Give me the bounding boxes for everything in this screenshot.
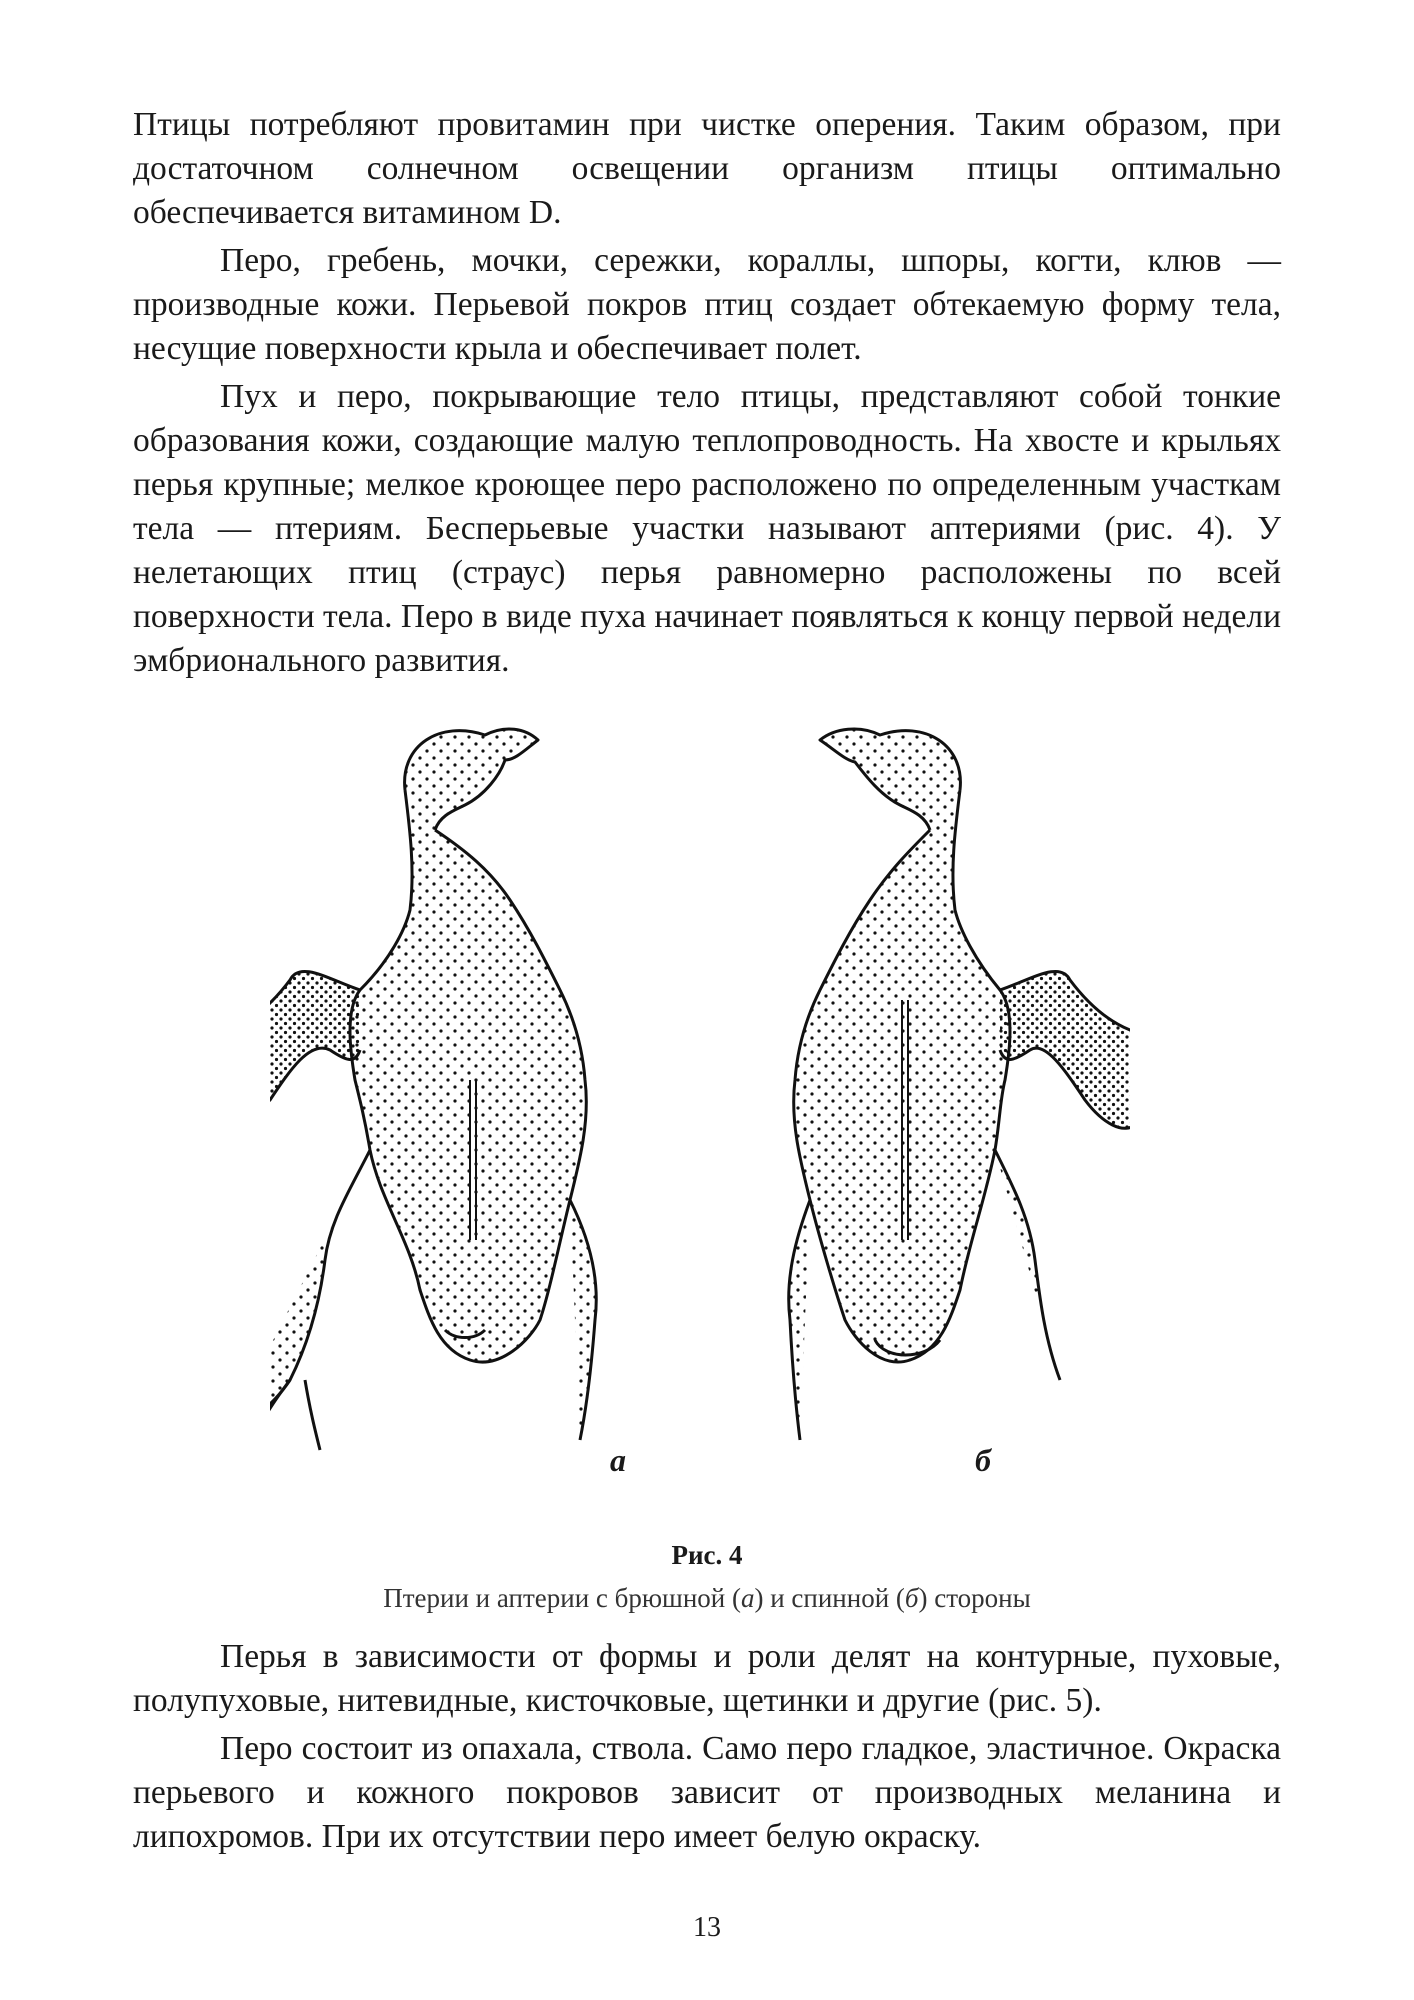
- bird-dorsal-drawing: [789, 729, 1130, 1440]
- figure-caption: [0, 1583, 1414, 1614]
- caption-part-1: Птерии и аптерии с брюшной (: [383, 1583, 741, 1613]
- paragraph-4: Перья в зависимости от формы и роли делят на контурные, пуховые, полупуховые, нитевидные, кисточковые, щетинки и другие (рис. 5).: [133, 1638, 1281, 1719]
- paragraph-5: Перо состоит из опахала, ствола. Само перо гладкое, эластичное. Окраска перьевого и кожного покровов зависит от производных меланина и липохромов. При их отсутствии перо имеет белую окраску.: [133, 1730, 1281, 1855]
- figure-caption-title: Рис. 4: [671, 1540, 743, 1570]
- text-block-bottom: [133, 1635, 1281, 1863]
- caption-letter-b: б: [904, 1583, 919, 1613]
- paragraph-1: Птицы потребляют провитамин при чистке оперения. Таким образом, при достаточном солнечном освещении организм птицы оптимально обеспечивается витамином D.: [133, 106, 1281, 231]
- figure-label-b: б: [975, 1442, 991, 1478]
- caption-letter-a: а: [740, 1583, 755, 1613]
- caption-part-3: ) стороны: [918, 1583, 1031, 1613]
- caption-part-2: ) и спинной (: [754, 1583, 905, 1613]
- paragraph-2: Перо, гребень, мочки, сережки, кораллы, шпоры, когти, клюв — производные кожи. Перьевой покров птиц создает обтекаемую форму тела, несущие поверхности крыла и обеспечивает полет.: [133, 242, 1281, 367]
- page-number: 13: [693, 1912, 721, 1943]
- paragraph-3: Пух и перо, покрывающие тело птицы, представляют собой тонкие образования кожи, создающие малую теплопроводность. На хвосте и крыльях перья крупные; мелкое кроющее перо расположено по определенным участкам тела — птериям. Бесперьевые участки называют аптериями (рис. 4). У нелетающих птиц (страус) перья равномерно расположены по всей поверхности тела. Перо в виде пуха начинает появляться к концу первой недели эмбрионального развития.: [133, 378, 1281, 679]
- bird-ventral-drawing: [270, 729, 596, 1460]
- text-block-top: [133, 103, 1281, 687]
- figure-label-a: а: [610, 1442, 626, 1478]
- figure-4: [270, 720, 1130, 1520]
- bird-pterylae-illustration: [270, 720, 1130, 1520]
